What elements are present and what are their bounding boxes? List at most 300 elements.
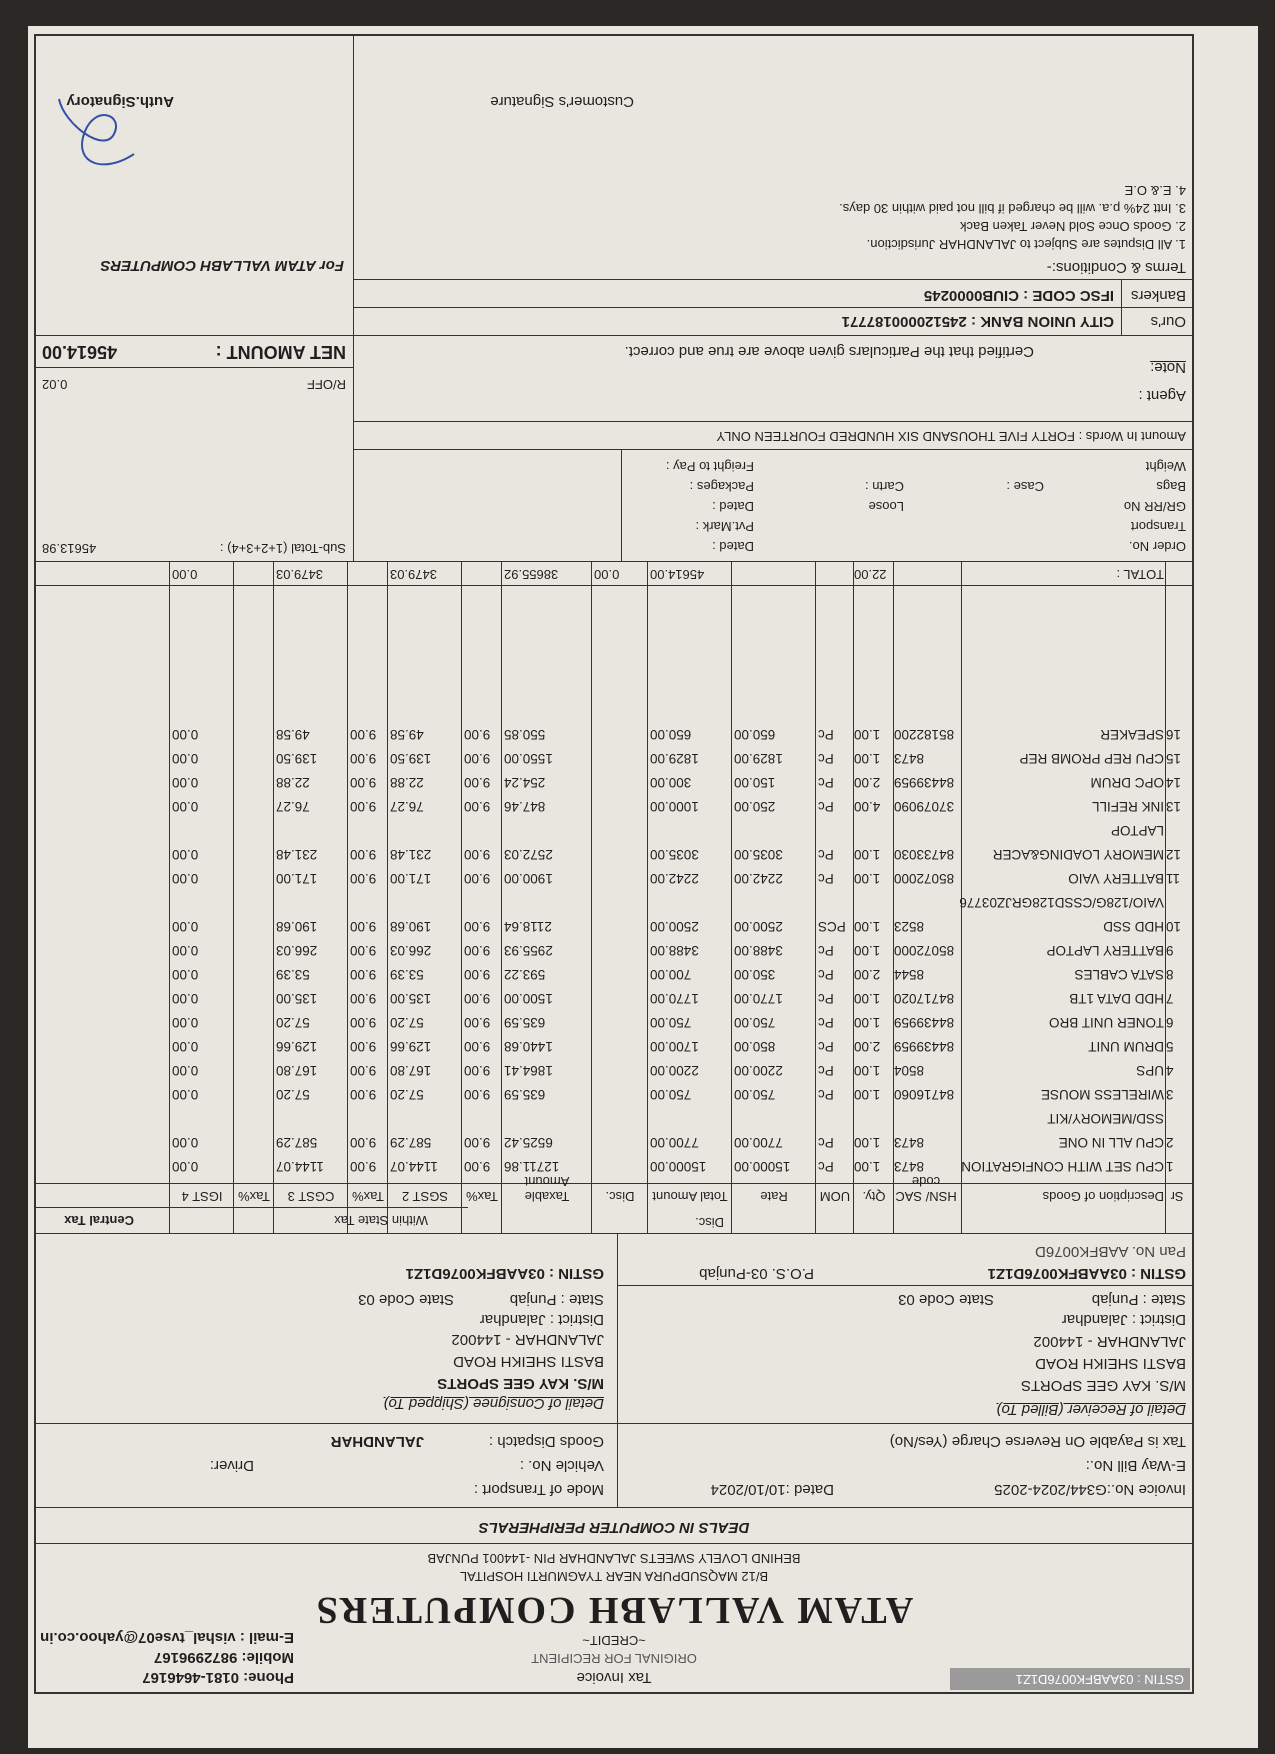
roff-label: R/OFF — [307, 377, 346, 392]
freight: Freight to Pay : — [665, 459, 754, 474]
cell-tax1: 9.00 — [464, 919, 491, 934]
transport: Transport — [1130, 519, 1186, 534]
invoice-number: Invoice No.:G344/2024-2025 — [994, 1481, 1186, 1498]
cell-tax2: 9.00 — [350, 967, 377, 982]
header-gstin: GSTIN : 03AABFK0076D1Z1 — [950, 1668, 1190, 1690]
cell-hsn: 84439959 — [894, 775, 955, 790]
receiver-heading: Detail of Receiver (Billed To) — [996, 1401, 1186, 1418]
cell-sr: 16 — [1166, 727, 1182, 742]
receiver-pan: Pan No. AABFK0076D — [1035, 1243, 1186, 1260]
header-taxable: Taxable Amount — [524, 1174, 570, 1204]
cell-igst: 0.00 — [172, 799, 199, 814]
cell-hsn: 85072000 — [894, 943, 955, 958]
cell-hsn: 84439959 — [894, 1015, 955, 1030]
receiver-line-2: JALANDHAR - 144002 — [1033, 1333, 1186, 1350]
cell-total: 750.00 — [650, 1087, 692, 1102]
invoice-document — [34, 34, 1194, 1694]
cell-total: 700.00 — [650, 967, 692, 982]
cell-tax1: 9.00 — [464, 799, 491, 814]
term-3: 3. Intt 24% p.a. will be charged if bill not paid within 30 days. — [839, 201, 1186, 216]
cell-uom: Pc — [818, 1039, 834, 1054]
divider — [354, 421, 1194, 422]
receiver-state: State : Punjab — [1091, 1291, 1186, 1308]
cell-igst: 0.00 — [172, 1159, 199, 1174]
consignee-heading: Detail of Consignee (Shipped To) — [383, 1395, 604, 1412]
address-line-1: B/12 MAQSUDPURA NEAR TYAGMURTI HOSPITAL — [459, 1569, 769, 1584]
cell-rate: 750.00 — [734, 1087, 776, 1102]
cell-igst: 0.00 — [172, 1063, 199, 1078]
total-label: TOTAL : — [1116, 567, 1164, 582]
cell-uom: Pc — [818, 799, 834, 814]
cell-tax2: 9.00 — [350, 1087, 377, 1102]
table-row — [34, 1106, 1194, 1128]
packages: Packages : — [689, 479, 754, 494]
cell-description: OPC DRUM — [1090, 775, 1164, 790]
amount-in-words: Amount In Words : FORTY FIVE THOUSAND SIX HUNDRED FOURTEEN ONLY — [716, 429, 1186, 444]
consignee-district: District : Jalandhar — [479, 1311, 604, 1328]
cell-hsn: 84439959 — [894, 1039, 955, 1054]
cell-rate: 1770.00 — [734, 991, 783, 1006]
cell-tax1: 9.00 — [464, 1063, 491, 1078]
cell-qty: 2.00 — [854, 775, 881, 790]
total-disc: 0.00 — [594, 567, 620, 582]
cell-sgst: 231.48 — [390, 847, 432, 862]
divider — [617, 1414, 618, 1508]
for-company: For ATAM VALLABH COMPUTERS — [100, 257, 344, 274]
invoice-date: Dated :10/10/2024 — [710, 1481, 834, 1498]
cell-sgst: 49.58 — [390, 727, 424, 742]
net-amount-value: 45614.00 — [42, 342, 118, 362]
cell-sr: 6 — [1166, 1015, 1174, 1030]
cell-tax2: 9.00 — [350, 1159, 377, 1174]
cell-qty: 1.00 — [854, 1063, 881, 1078]
divider — [617, 1234, 618, 1424]
mobile: Mobile: 9872996167 — [153, 1649, 294, 1666]
cell-igst: 0.00 — [172, 751, 199, 766]
cartn: Cartn : — [864, 479, 904, 494]
cell-igst: 0.00 — [172, 847, 199, 862]
cell-total: 650.00 — [650, 727, 692, 742]
total-taxable: 38655.92 — [504, 567, 559, 582]
copy-label: ORIGINAL FOR RECIPIENT — [531, 1651, 697, 1666]
cell-sr: 2 — [1166, 1135, 1174, 1150]
divider — [618, 1285, 1194, 1286]
cell-tax2: 9.00 — [350, 775, 377, 790]
cell-igst: 0.00 — [172, 727, 199, 742]
header-rate: Rate — [760, 1189, 788, 1204]
cell-description: WIRELESS MOUSE — [1040, 1087, 1164, 1102]
cell-rate: 2242.00 — [734, 871, 783, 886]
cell-hsn: 84733030 — [894, 847, 955, 862]
cell-rate: 250.00 — [734, 799, 776, 814]
authorised-signatory: Auth.Signatory — [66, 93, 174, 110]
divider — [621, 450, 622, 562]
cell-taxable: 12711.86 — [504, 1159, 560, 1174]
cell-uom: Pc — [818, 967, 834, 982]
table-row — [34, 818, 1194, 840]
cell-tax1: 9.00 — [464, 1159, 491, 1174]
cell-description: SATA CABLES — [1074, 967, 1164, 982]
cell-cgst: 266.03 — [276, 943, 318, 958]
cell-igst: 0.00 — [172, 871, 199, 886]
disc-group: Disc. — [695, 1215, 724, 1230]
cell-sgst: 587.29 — [390, 1135, 432, 1150]
cell-description: SSD/MEMORY/KIT — [1047, 1111, 1164, 1126]
cell-sgst: 266.03 — [390, 943, 432, 958]
cell-tax2: 9.00 — [350, 919, 377, 934]
cell-sgst: 57.20 — [390, 1015, 424, 1030]
cell-sr: 3 — [1166, 1087, 1174, 1102]
divider — [353, 34, 354, 280]
cell-uom: Pc — [818, 991, 834, 1006]
subtotal-value: 45613.98 — [42, 541, 97, 556]
cell-tax1: 9.00 — [464, 967, 491, 982]
cell-sgst: 171.00 — [390, 871, 432, 886]
table-row — [34, 1034, 1194, 1056]
net-amount-label: NET AMOUNT : — [215, 342, 346, 362]
cell-rate: 3035.00 — [734, 847, 783, 862]
cell-sr: 1 — [1166, 1159, 1174, 1174]
table-row — [34, 1130, 1194, 1152]
cell-sr: 13 — [1166, 799, 1182, 814]
consignee-gstin: GSTIN : 03AABFK0076D1Z1 — [405, 1265, 604, 1282]
divider — [34, 1423, 1194, 1424]
cell-cgst: 53.39 — [276, 967, 310, 982]
table-row — [34, 842, 1194, 864]
cell-qty: 1.00 — [854, 727, 881, 742]
header-tax3: Tax% — [238, 1189, 270, 1204]
cell-taxable: 635.59 — [504, 1015, 546, 1030]
driver: Driver: — [209, 1457, 254, 1474]
cell-total: 2242.00 — [650, 871, 699, 886]
cell-tax2: 9.00 — [350, 943, 377, 958]
company-name: ATAM VALLABH COMPUTERS — [314, 1589, 914, 1631]
divider — [34, 1507, 1194, 1508]
cell-uom: Pc — [818, 1063, 834, 1078]
cell-taxable: 1500.00 — [504, 991, 553, 1006]
cell-hsn: 8504 — [894, 1063, 925, 1078]
cell-igst: 0.00 — [172, 943, 199, 958]
consignee-state-code: State Code 03 — [358, 1291, 454, 1308]
cell-tax1: 9.00 — [464, 1015, 491, 1030]
goods-dispatch-label: Goods Dispatch : — [488, 1433, 604, 1450]
total-total: 45614.00 — [650, 567, 705, 582]
consignee-name: M/S. KAY GEE SPORTS — [437, 1375, 604, 1392]
cell-sr: 12 — [1166, 847, 1182, 862]
cell-taxable: 254.24 — [504, 775, 546, 790]
cell-taxable: 2955.93 — [504, 943, 553, 958]
divider — [34, 367, 354, 368]
cell-igst: 0.00 — [172, 967, 199, 982]
goods-dispatch-value: JALANDHAR — [330, 1433, 424, 1450]
cell-rate: 2200.00 — [734, 1063, 783, 1078]
cell-sr: 7 — [1166, 991, 1174, 1006]
cell-sr: 14 — [1166, 775, 1182, 790]
table-row — [34, 794, 1194, 816]
cell-cgst: 231.48 — [276, 847, 318, 862]
cell-tax2: 9.00 — [350, 751, 377, 766]
table-row — [34, 938, 1194, 960]
cell-description: CPU SET WITH CONFIGRATION — [961, 1159, 1164, 1174]
cell-hsn: 8473 — [894, 751, 925, 766]
reverse-charge: Tax is Payable On Reverse Charge (Yes/No) — [889, 1433, 1186, 1450]
cell-description: VAIO/128G/CSSD128GRJZ03776 — [959, 895, 1164, 910]
cell-sr: 11 — [1166, 871, 1181, 886]
cell-sr: 4 — [1166, 1063, 1174, 1078]
gr-dated: Dated : — [712, 499, 754, 514]
cell-sgst: 76.27 — [390, 799, 424, 814]
cell-total: 15000.00 — [650, 1159, 707, 1174]
header-total: Total Amount — [652, 1189, 728, 1204]
receiver-state-code: State Code 03 — [898, 1291, 994, 1308]
cell-cgst: 171.00 — [276, 871, 318, 886]
signature-mark — [54, 94, 144, 174]
cell-uom: Pc — [818, 727, 834, 742]
cell-uom: Pc — [818, 1087, 834, 1102]
bags: Bags — [1156, 479, 1186, 494]
header-tax2: Tax% — [352, 1189, 384, 1204]
cell-sgst: 190.68 — [390, 919, 432, 934]
cell-qty: 1.00 — [854, 991, 881, 1006]
total-qty: 22.00 — [854, 567, 887, 582]
cell-tax1: 9.00 — [464, 991, 491, 1006]
cell-uom: Pc — [818, 1015, 834, 1030]
address-line-2: BEHIND LOVELY SWEETS JALANDHAR PIN -144001 PUNJAB — [427, 1551, 801, 1566]
cell-taxable: 593.22 — [504, 967, 546, 982]
cell-qty: 2.00 — [854, 1039, 881, 1054]
consignee-state: State : Punjab — [509, 1291, 604, 1308]
divider — [354, 279, 1194, 280]
cell-taxable: 1550.00 — [504, 751, 553, 766]
roff-value: 0.02 — [42, 377, 68, 392]
cell-rate: 150.00 — [734, 775, 776, 790]
cell-cgst: 190.68 — [276, 919, 318, 934]
total-cgst: 3479.03 — [276, 567, 323, 582]
cell-uom: Pc — [818, 943, 834, 958]
cell-total: 750.00 — [650, 1015, 692, 1030]
cell-qty: 1.00 — [854, 871, 881, 886]
cell-qty: 1.00 — [854, 1135, 881, 1150]
cell-total: 3035.00 — [650, 847, 699, 862]
receiver-line-1: BASTI SHEIKH ROAD — [1035, 1355, 1186, 1372]
vehicle-no: Vehicle No. : — [519, 1457, 604, 1474]
cell-tax2: 9.00 — [350, 1063, 377, 1078]
cell-igst: 0.00 — [172, 1087, 199, 1102]
cell-hsn: 8523 — [894, 919, 925, 934]
cell-cgst: 57.20 — [276, 1015, 310, 1030]
cell-igst: 0.00 — [172, 991, 199, 1006]
cell-qty: 4.00 — [854, 799, 881, 814]
cell-hsn: 84717020 — [894, 991, 955, 1006]
case: Case : — [1006, 479, 1044, 494]
receiver-district: District : Jalandhar — [1061, 1311, 1186, 1328]
loose: Loose — [868, 499, 904, 514]
table-row — [34, 722, 1194, 744]
cell-taxable: 1900.00 — [504, 871, 553, 886]
divider — [34, 1543, 1194, 1544]
cell-qty: 2.00 — [854, 967, 881, 982]
cell-qty: 1.00 — [854, 943, 881, 958]
cell-hsn: 84716060 — [894, 1087, 955, 1102]
cell-rate: 1829.00 — [734, 751, 783, 766]
header-sgst: SGST 2 — [402, 1189, 449, 1204]
cell-total: 1000.00 — [650, 799, 699, 814]
cell-tax1: 9.00 — [464, 871, 491, 886]
weight: Weight — [1145, 459, 1186, 474]
table-row — [34, 890, 1194, 912]
header-desc: Description of Goods — [1042, 1189, 1164, 1204]
cell-cgst: 22.88 — [276, 775, 310, 790]
cell-qty: 1.00 — [854, 919, 881, 934]
cell-total: 2200.00 — [650, 1063, 699, 1078]
cell-sr: 9 — [1166, 943, 1174, 958]
central-tax-heading: Central Tax — [64, 1213, 134, 1228]
cell-qty: 1.00 — [854, 751, 881, 766]
cell-cgst: 135.00 — [276, 991, 318, 1006]
cell-description: DRUM UNIT — [1088, 1039, 1164, 1054]
table-row — [34, 746, 1194, 768]
order-dated: Dated : — [712, 539, 754, 554]
table-row — [34, 1058, 1194, 1080]
cell-rate: 650.00 — [734, 727, 776, 742]
cell-rate: 350.00 — [734, 967, 776, 982]
divider — [353, 234, 354, 562]
divider — [1121, 280, 1122, 336]
agent: Agent : — [1138, 387, 1186, 404]
cell-taxable: 550.85 — [504, 727, 546, 742]
note: Note: — [1150, 359, 1186, 376]
cell-description: BATTERY LAPTOP — [1046, 943, 1164, 958]
table-row — [34, 1082, 1194, 1104]
cell-qty: 1.00 — [854, 1159, 881, 1174]
receiver-pos: P.O.S. 03-Punjab — [699, 1265, 814, 1282]
cell-description: HDD DATA 1TB — [1069, 991, 1164, 1006]
subtotal-label: Sub-Total (1+2+3+4) : — [219, 541, 346, 556]
doc-type: Tax Invoice — [576, 1669, 652, 1686]
cell-qty: 1.00 — [854, 847, 881, 862]
cell-cgst: 1144.07 — [276, 1159, 324, 1174]
cell-rate: 7700.00 — [734, 1135, 783, 1150]
customer-signature: Customer's Signature — [490, 93, 634, 110]
cell-cgst: 129.66 — [276, 1039, 318, 1054]
cell-igst: 0.00 — [172, 775, 199, 790]
header-uom: UOM — [819, 1189, 851, 1204]
eway-bill: E-Way Bill No.: — [1085, 1457, 1186, 1474]
pvt-mark: Pvt.Mark : — [695, 519, 754, 534]
cell-igst: 0.00 — [172, 919, 199, 934]
cell-tax2: 9.00 — [350, 991, 377, 1006]
consignee-line-2: JALANDHAR - 144002 — [451, 1331, 604, 1348]
cell-rate: 750.00 — [734, 1015, 776, 1030]
cell-description: BATTERY VAIO — [1068, 871, 1164, 886]
cell-tax1: 9.00 — [464, 1087, 491, 1102]
header-tax1: Tax% — [466, 1189, 498, 1204]
cell-igst: 0.00 — [172, 1039, 199, 1054]
cell-hsn: 85182200 — [894, 727, 955, 742]
receiver-gstin: GSTIN : 03AABFK0076D1Z1 — [987, 1265, 1186, 1282]
cell-total: 2500.00 — [650, 919, 699, 934]
mode-of-transport: Mode of Transport : — [473, 1481, 604, 1498]
cell-total: 1770.00 — [650, 991, 699, 1006]
cell-taxable: 6525.42 — [504, 1135, 553, 1150]
email: E-mail : vishal_tvse07@yahoo.co.in — [40, 1629, 294, 1646]
cell-uom: Pc — [818, 871, 834, 886]
cell-tax1: 9.00 — [464, 751, 491, 766]
cell-hsn: 85072000 — [894, 871, 955, 886]
table-row — [34, 1010, 1194, 1032]
ours-label: Our's — [1150, 313, 1186, 330]
table-row — [34, 1154, 1194, 1176]
cell-sgst: 22.88 — [390, 775, 424, 790]
phone: Phone: 0181-4646167 — [142, 1669, 294, 1686]
header-disc: Disc. — [605, 1189, 635, 1204]
cell-tax1: 9.00 — [464, 1135, 491, 1150]
cell-tax2: 9.00 — [350, 799, 377, 814]
cell-tax1: 9.00 — [464, 727, 491, 742]
cell-description: HDD SSD — [1103, 919, 1164, 934]
ifsc-code: IFSC CODE : CIUB0000245 — [923, 287, 1114, 304]
cell-uom: Pc — [818, 847, 834, 862]
term-4: 4. E.& O.E — [1124, 183, 1186, 198]
cell-taxable: 635.59 — [504, 1087, 546, 1102]
cell-total: 1700.00 — [650, 1039, 699, 1054]
cell-tax1: 9.00 — [464, 847, 491, 862]
cell-uom: Pc — [818, 1159, 834, 1174]
cell-total: 1829.00 — [650, 751, 699, 766]
bank-name: CITY UNION BANK : 245120000187771 — [841, 313, 1114, 330]
cell-uom: Pc — [818, 775, 834, 790]
deals-in: DEALS IN COMPUTER PERIPHERALS — [478, 1519, 750, 1536]
header-cgst: CGST 3 — [287, 1189, 335, 1204]
cell-description: CPU REP PROMB REP — [1019, 751, 1164, 766]
cell-sgst: 135.00 — [390, 991, 432, 1006]
cell-sr: 10 — [1166, 919, 1182, 934]
gr-rr-no: GR/RR No — [1123, 499, 1186, 514]
cell-sgst: 129.66 — [390, 1039, 432, 1054]
cell-tax1: 9.00 — [464, 775, 491, 790]
cell-sr: 5 — [1166, 1039, 1174, 1054]
cell-taxable: 2118.64 — [504, 919, 552, 934]
cell-taxable: 1864.41 — [504, 1063, 553, 1078]
cell-uom: Pc — [818, 1135, 834, 1150]
cell-total: 300.00 — [650, 775, 692, 790]
cell-total: 7700.00 — [650, 1135, 699, 1150]
cell-cgst: 49.58 — [276, 727, 310, 742]
table-row — [34, 770, 1194, 792]
header-igst: IGST 4 — [181, 1189, 223, 1204]
within-state-heading: Within State Tax — [334, 1213, 428, 1228]
cell-rate: 3488.00 — [734, 943, 783, 958]
term-2: 2. Goods Once Sold Never Taken Back — [960, 219, 1186, 234]
cell-sgst: 57.20 — [390, 1087, 424, 1102]
cell-description: TONER UNIT BRO — [1048, 1015, 1164, 1030]
cell-igst: 0.00 — [172, 1135, 199, 1150]
cell-igst: 0.00 — [172, 1015, 199, 1030]
table-row — [34, 914, 1194, 936]
table-row — [34, 986, 1194, 1008]
divider — [354, 449, 1194, 450]
cell-cgst: 587.29 — [276, 1135, 318, 1150]
cell-rate: 2500.00 — [734, 919, 783, 934]
cell-rate: 15000.00 — [734, 1159, 791, 1174]
order-no: Order No. — [1128, 539, 1186, 554]
certified-statement: Certified that the Particulars given above are true and correct. — [624, 343, 1034, 360]
cell-tax1: 9.00 — [464, 1039, 491, 1054]
header-qty: Qty. — [862, 1189, 886, 1204]
credit-label: ~CREDIT~ — [582, 1633, 646, 1648]
divider — [354, 307, 1194, 308]
cell-tax2: 9.00 — [350, 847, 377, 862]
